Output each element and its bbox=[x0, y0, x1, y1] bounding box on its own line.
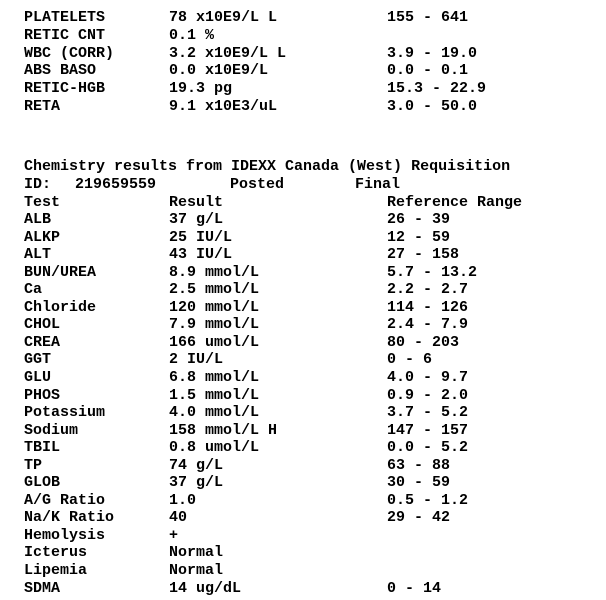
table-row bbox=[0, 474, 606, 492]
test-result: 3.2 x10E9/L L bbox=[169, 44, 287, 62]
table-row bbox=[0, 246, 606, 264]
test-name: ALKP bbox=[24, 228, 61, 246]
table-row bbox=[0, 27, 606, 45]
reference-range: 0.0 - 0.1 bbox=[387, 62, 469, 80]
table-row bbox=[0, 422, 606, 440]
table-row bbox=[0, 9, 606, 27]
test-name: Lipemia bbox=[24, 562, 88, 579]
test-result: 74 g/L bbox=[169, 456, 224, 474]
reference-range: 4.0 - 9.7 bbox=[387, 368, 469, 386]
table-row bbox=[0, 457, 606, 475]
table-row bbox=[0, 562, 606, 580]
reference-range: 5.7 - 13.2 bbox=[387, 263, 478, 281]
test-result: 14 ug/dL bbox=[169, 579, 242, 597]
reference-range: 80 - 203 bbox=[387, 333, 460, 351]
table-row bbox=[0, 580, 606, 598]
test-result: 8.9 mmol/L bbox=[169, 263, 260, 281]
test-result: 1.5 mmol/L bbox=[169, 386, 260, 404]
table-row bbox=[0, 351, 606, 369]
table-row bbox=[0, 527, 606, 545]
table-row bbox=[0, 62, 606, 80]
table-row bbox=[0, 229, 606, 247]
posted-status: Posted bbox=[230, 176, 285, 193]
reference-range: 0.5 - 1.2 bbox=[387, 491, 469, 509]
header-reference-range: Reference Range bbox=[387, 193, 523, 211]
test-result: 78 x10E9/L L bbox=[169, 9, 278, 26]
test-result: 37 g/L bbox=[169, 211, 224, 228]
header-result: Result bbox=[169, 193, 224, 211]
reference-range: 0.9 - 2.0 bbox=[387, 386, 469, 404]
table-row bbox=[0, 45, 606, 63]
id-value: 219659559 bbox=[75, 176, 157, 193]
reference-range: 0 - 6 bbox=[387, 351, 433, 369]
reference-range: 27 - 158 bbox=[387, 246, 460, 264]
test-result: 0.8 umol/L bbox=[169, 439, 260, 457]
test-result: 37 g/L bbox=[169, 474, 224, 492]
test-result: + bbox=[169, 526, 179, 544]
table-row bbox=[0, 98, 606, 116]
table-row bbox=[0, 492, 606, 510]
test-result: 40 bbox=[169, 509, 188, 527]
test-result: Normal bbox=[169, 544, 224, 562]
test-name: BUN/UREA bbox=[24, 263, 97, 281]
final-status: Final bbox=[355, 176, 401, 193]
requisition-id-line bbox=[0, 176, 606, 194]
reference-range: 155 - 641 bbox=[387, 9, 469, 26]
reference-range: 3.9 - 19.0 bbox=[387, 44, 478, 62]
test-name: SDMA bbox=[24, 579, 61, 597]
reference-range: 2.4 - 7.9 bbox=[387, 316, 469, 334]
table-row bbox=[0, 509, 606, 527]
table-row bbox=[0, 369, 606, 387]
test-name: RETIC-HGB bbox=[24, 80, 106, 98]
table-row bbox=[0, 387, 606, 405]
test-name: TBIL bbox=[24, 439, 61, 457]
reference-range: 63 - 88 bbox=[387, 456, 451, 474]
test-name: ALB bbox=[24, 211, 52, 228]
test-result: 9.1 x10E3/uL bbox=[169, 98, 278, 115]
chemistry-title: Chemistry results from IDEXX Canada (West) Requisition bbox=[24, 158, 511, 175]
test-name: Sodium bbox=[24, 421, 79, 439]
test-result: Normal bbox=[169, 562, 224, 579]
test-name: GLOB bbox=[24, 474, 61, 492]
reference-range: 29 - 42 bbox=[387, 509, 451, 527]
test-result: 7.9 mmol/L bbox=[169, 316, 260, 334]
table-row bbox=[0, 299, 606, 317]
test-name: GGT bbox=[24, 351, 52, 369]
header-test: Test bbox=[24, 193, 61, 211]
test-result: 0.1 % bbox=[169, 26, 215, 44]
table-row bbox=[0, 316, 606, 334]
table-header bbox=[0, 194, 606, 212]
table-row bbox=[0, 281, 606, 299]
test-name: TP bbox=[24, 456, 43, 474]
test-name: A/G Ratio bbox=[24, 491, 106, 509]
test-result: 0.0 x10E9/L bbox=[169, 62, 269, 80]
test-name: RETA bbox=[24, 98, 61, 115]
test-result: 6.8 mmol/L bbox=[169, 368, 260, 386]
test-name: PLATELETS bbox=[24, 9, 106, 26]
id-label: ID: bbox=[24, 176, 52, 193]
test-result: 120 mmol/L bbox=[169, 298, 260, 316]
test-result: 2 IU/L bbox=[169, 351, 224, 369]
table-row bbox=[0, 264, 606, 282]
reference-range: 30 - 59 bbox=[387, 474, 451, 492]
test-name: Ca bbox=[24, 281, 43, 299]
table-row bbox=[0, 404, 606, 422]
reference-range: 114 - 126 bbox=[387, 298, 469, 316]
reference-range: 147 - 157 bbox=[387, 421, 469, 439]
test-result: 43 IU/L bbox=[169, 246, 233, 264]
reference-range: 15.3 - 22.9 bbox=[387, 80, 487, 98]
reference-range: 12 - 59 bbox=[387, 228, 451, 246]
test-result: 158 mmol/L H bbox=[169, 421, 278, 439]
reference-range: 26 - 39 bbox=[387, 211, 451, 228]
test-name: PHOS bbox=[24, 386, 61, 404]
test-name: Hemolysis bbox=[24, 526, 106, 544]
test-name: CHOL bbox=[24, 316, 61, 334]
test-name: ABS BASO bbox=[24, 62, 97, 80]
reference-range: 2.2 - 2.7 bbox=[387, 281, 469, 299]
test-result: 25 IU/L bbox=[169, 228, 233, 246]
test-result: 4.0 mmol/L bbox=[169, 404, 260, 422]
test-name: Potassium bbox=[24, 404, 106, 422]
reference-range: 0 - 14 bbox=[387, 579, 442, 597]
reference-range: 3.0 - 50.0 bbox=[387, 98, 478, 115]
table-row bbox=[0, 439, 606, 457]
table-row bbox=[0, 80, 606, 98]
test-result: 19.3 pg bbox=[169, 80, 233, 98]
test-result: 166 umol/L bbox=[169, 333, 260, 351]
table-row bbox=[0, 544, 606, 562]
table-row bbox=[0, 334, 606, 352]
test-name: GLU bbox=[24, 368, 52, 386]
test-name: RETIC CNT bbox=[24, 26, 106, 44]
test-name: Na/K Ratio bbox=[24, 509, 115, 527]
test-name: CREA bbox=[24, 333, 61, 351]
test-name: Chloride bbox=[24, 298, 97, 316]
test-result: 2.5 mmol/L bbox=[169, 281, 260, 299]
test-name: WBC (CORR) bbox=[24, 44, 115, 62]
table-row bbox=[0, 211, 606, 229]
test-result: 1.0 bbox=[169, 491, 197, 509]
reference-range: 0.0 - 5.2 bbox=[387, 439, 469, 457]
test-name: ALT bbox=[24, 246, 52, 264]
test-name: Icterus bbox=[24, 544, 88, 562]
reference-range: 3.7 - 5.2 bbox=[387, 404, 469, 422]
